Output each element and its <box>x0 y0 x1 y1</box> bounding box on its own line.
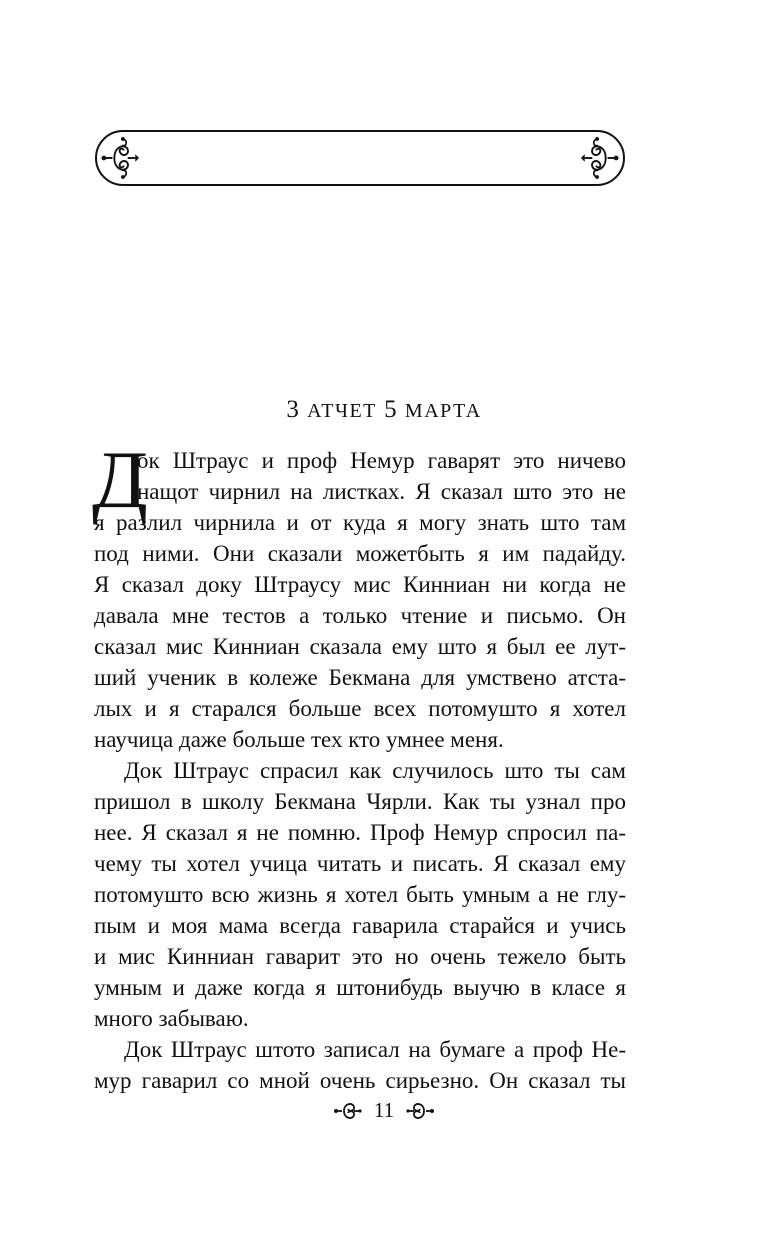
fleuron-ornament-icon <box>406 1099 434 1123</box>
text-line: ший ученик в колеже Бекмана для умствено атста- <box>94 665 626 690</box>
text-line: сказал мис Кинниан сказала ему што я был ее лут- <box>94 634 626 659</box>
text-line: Док Штраус штото записал на бумаге а проф Не- <box>124 1037 626 1062</box>
body-text <box>92 434 626 1096</box>
text-line: давала мне тестов а только чтение и письмо. Он <box>94 603 626 628</box>
chapter-title <box>0 396 768 424</box>
report-number: 3 <box>286 396 300 423</box>
page-footer <box>0 1098 768 1128</box>
text-line: Я сказал доку Штраусу мис Кинниан ни когда не <box>94 572 626 597</box>
text-line: ок Штраус и проф Немур гаварят это ничево <box>137 448 626 473</box>
text-line: потомушто всю жизнь я хотел быть умным а не глу- <box>94 882 626 907</box>
text-line: Док Штраус спрасил как случилось што ты сам <box>124 758 626 783</box>
text-line: пришол в школу Бекмана Чярли. Как ты узнал про <box>94 789 626 814</box>
drop-cap: Д <box>92 434 148 525</box>
text-line: научица даже больше тех кто умнее меня. <box>94 727 504 752</box>
flourish-ornament-icon <box>101 135 141 181</box>
fleuron-ornament-icon <box>334 1099 362 1123</box>
text-line: я разлил чирнила и от куда я могу знать што там <box>94 510 626 535</box>
flourish-ornament-icon <box>579 135 619 181</box>
text-line: мур гаварил со мной очень сирьезно. Он сказал ты <box>94 1068 626 1093</box>
text-line: лых и я старался больше всех потомушто я хотел <box>94 696 626 721</box>
text-line: умным и даже когда я штонибудь выучю в класе я <box>94 975 626 1000</box>
report-word: АТЧЕТ <box>307 400 377 422</box>
text-line: нее. Я сказал я не помню. Проф Немур спросил па- <box>94 820 626 845</box>
text-line: чему ты хотел учица читать и писать. Я сказал ему <box>94 851 626 876</box>
text-line: много забываю. <box>94 1006 249 1031</box>
text-line: и мис Кинниан гаварит это но очень тежело быть <box>94 944 626 969</box>
page-number: 11 <box>373 1098 395 1122</box>
text-line: пым и моя мама всегда гаварила старайся и учись <box>94 913 626 938</box>
chapter-header-frame <box>95 130 625 186</box>
report-month: МАРТА <box>404 400 482 422</box>
text-line: нащот чирнил на листках. Я сказал што это не <box>137 479 626 504</box>
report-day: 5 <box>384 396 398 423</box>
text-line: под ними. Они сказали можетбыть я им падайду. <box>94 541 626 566</box>
